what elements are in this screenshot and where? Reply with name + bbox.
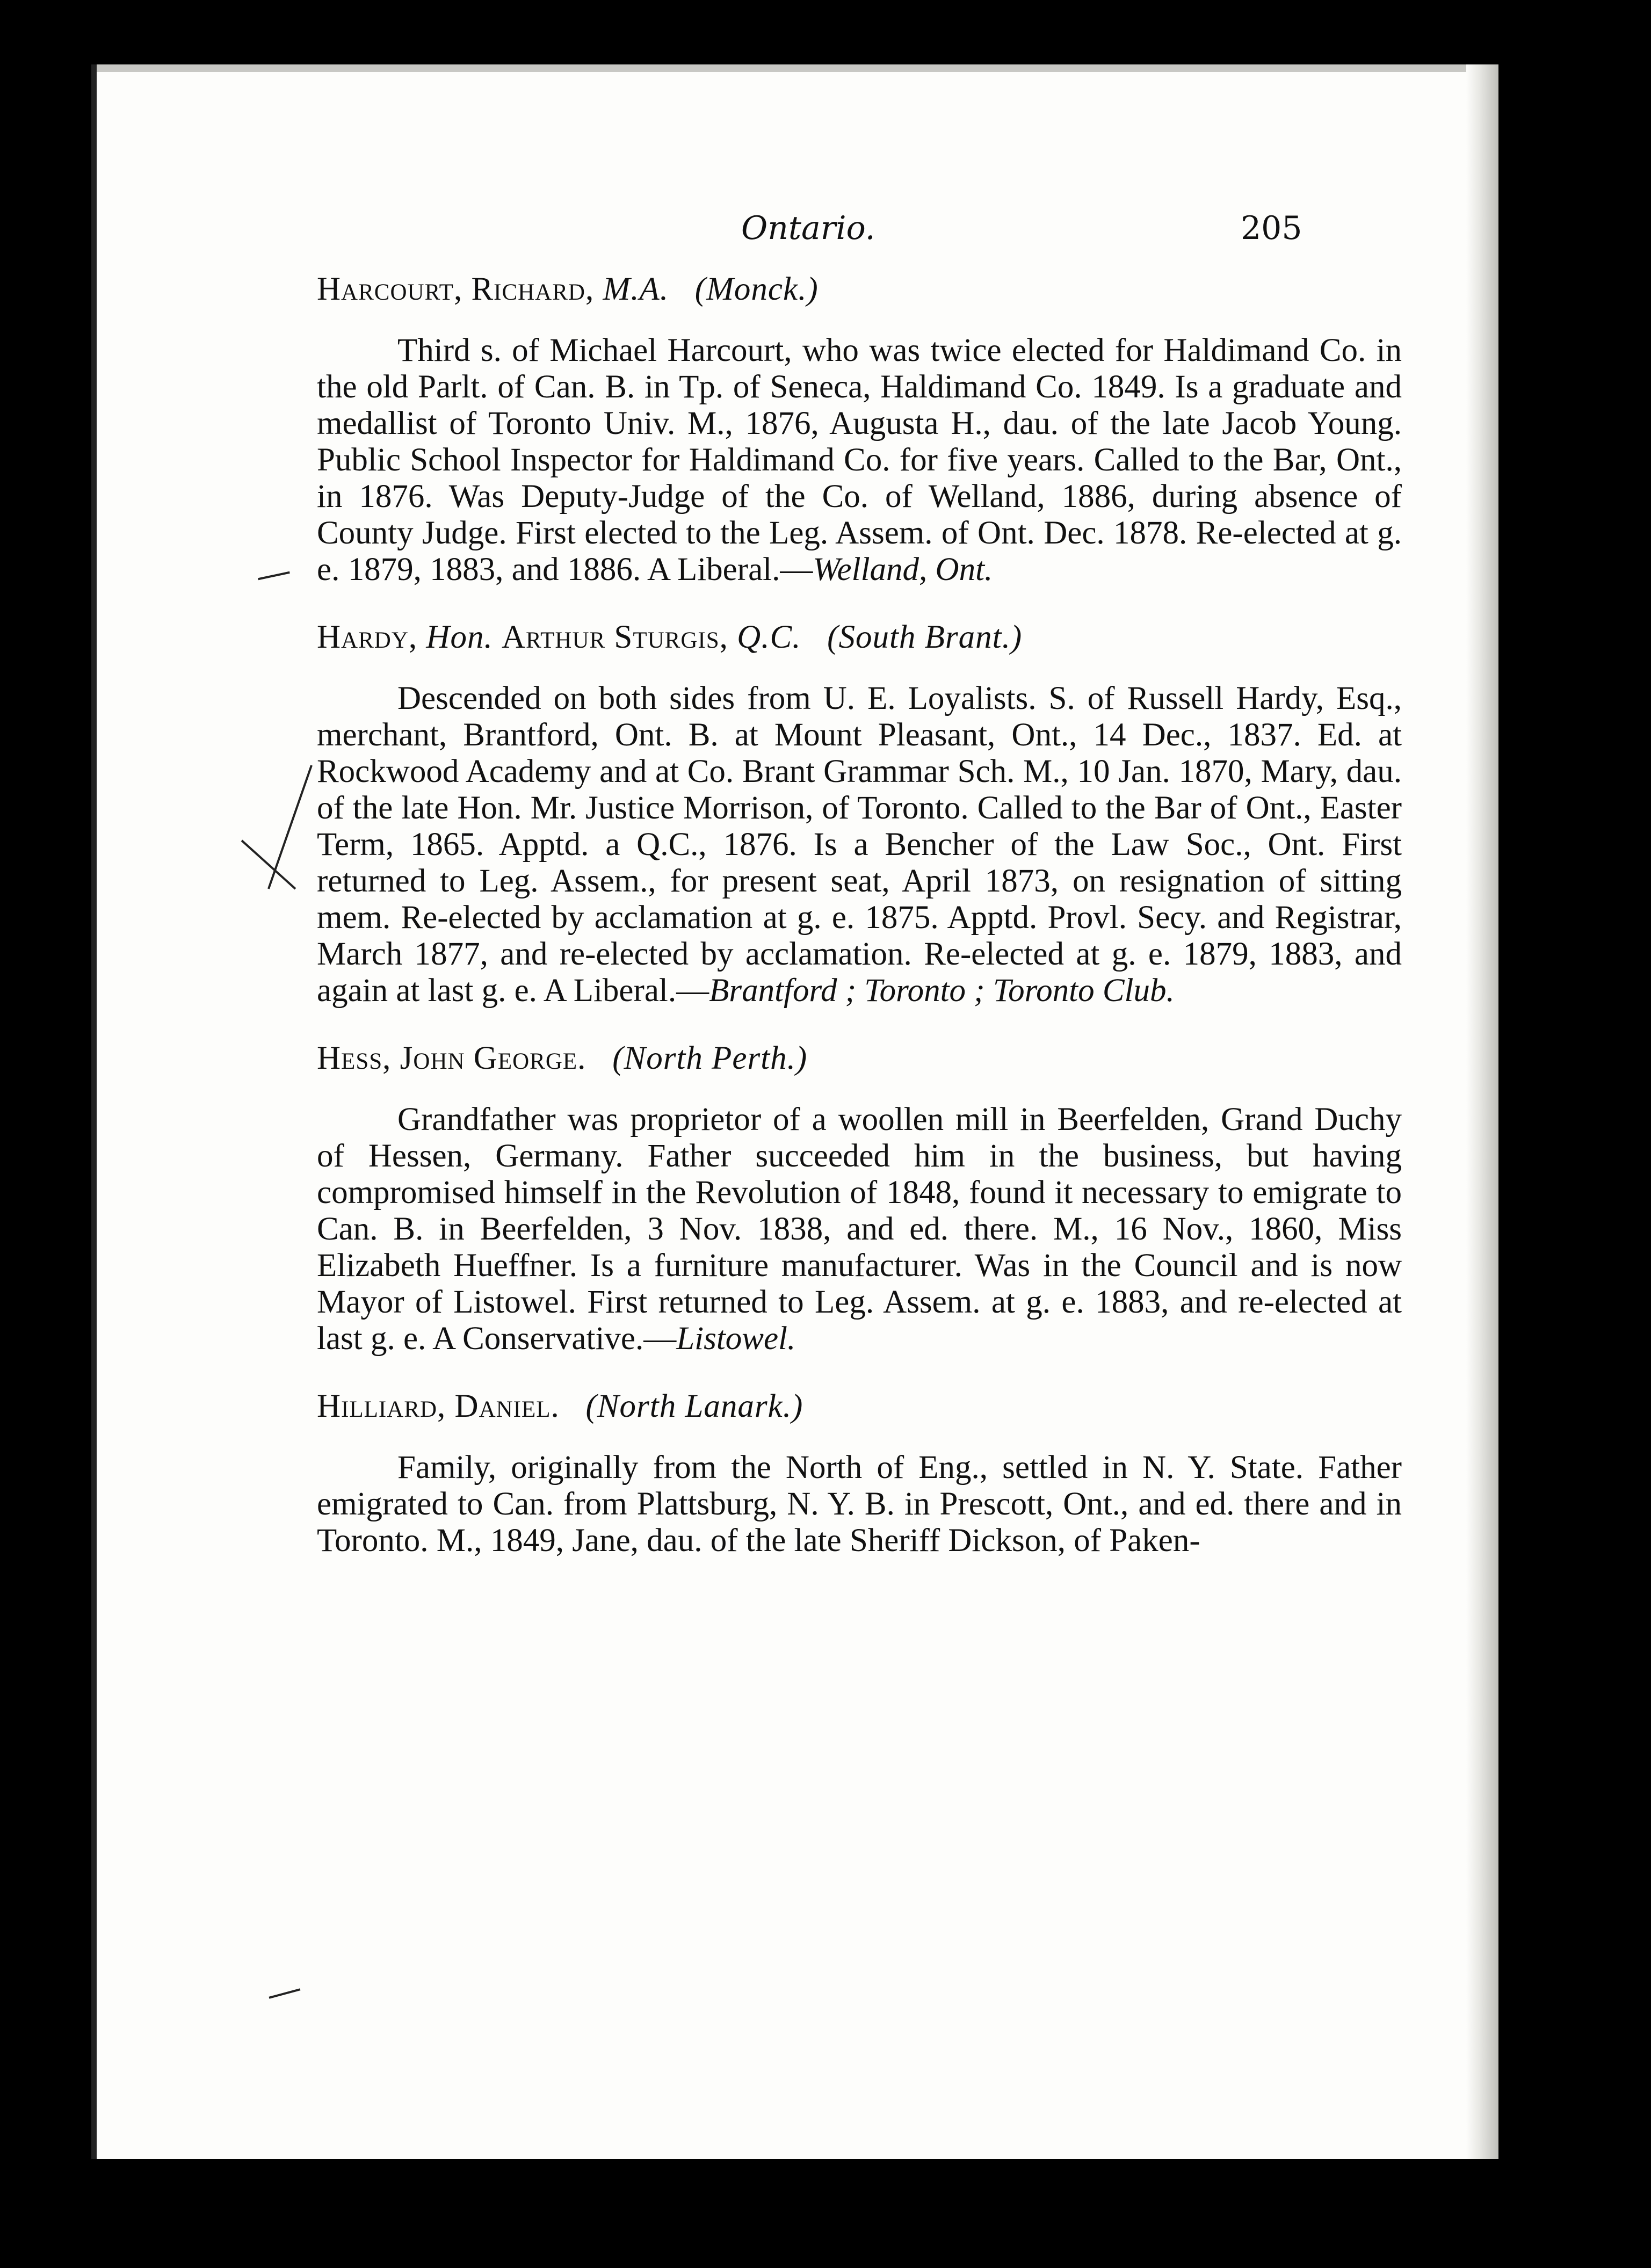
entry-given-name: Richard, bbox=[471, 271, 595, 307]
entry-hardy bbox=[317, 619, 1402, 1009]
running-title: Ontario. bbox=[741, 209, 875, 247]
entry-surname: Hess, bbox=[317, 1040, 392, 1076]
entry-honorific: Hon. bbox=[426, 619, 493, 655]
entry-address: Welland, Ont. bbox=[813, 552, 993, 588]
entry-address: Listowel. bbox=[676, 1321, 796, 1357]
page-number: 205 bbox=[1241, 209, 1302, 247]
entry-biography bbox=[317, 1450, 1402, 1559]
entry-surname: Harcourt, bbox=[317, 271, 463, 307]
entry-degree: M.A. bbox=[603, 271, 669, 307]
entry-address: Brantford ; Toronto ; Toronto Club. bbox=[709, 973, 1175, 1009]
entry-surname: Hilliard, bbox=[317, 1388, 446, 1424]
page-top-edge bbox=[97, 64, 1498, 72]
entry-surname: Hardy, bbox=[317, 619, 418, 655]
margin-mark bbox=[258, 571, 290, 580]
entry-biography bbox=[317, 680, 1402, 1009]
entry-given-name: Daniel. bbox=[454, 1388, 560, 1424]
entry-given-name: John George. bbox=[400, 1040, 586, 1076]
entry-harcourt bbox=[317, 271, 1402, 588]
entry-heading bbox=[317, 1388, 1402, 1425]
entry-heading bbox=[317, 271, 1402, 308]
entry-bio-text: Family, originally from the North of Eng., settled in N. Y. State. Father emigrated to Can. from Plattsburg, N. Y. B. in Prescott, Ont., and ed. there and in Toronto. M., 1849, Jane, dau. of the late Sheriff Dickson, of Paken- bbox=[317, 1450, 1402, 1559]
book-page bbox=[91, 64, 1498, 2159]
entries-column bbox=[317, 271, 1402, 1590]
entry-riding: (South Brant.) bbox=[827, 619, 1023, 655]
running-header bbox=[97, 209, 1498, 252]
entry-bio-text: Descended on both sides from U. E. Loyalists. S. of Russell Hardy, Esq., merchant, Brantford, Ont. B. at Mount Pleasant, Ont., 14 Dec., 1837. Ed. at Rockwood Academy and at Co. Brant Grammar Sch. M., 10 Jan. 1870, Mary, dau. of the late Hon. Mr. Justice Morrison, of Toronto. Called to the Bar of Ont., Easter Term, 1865. Apptd. a Q.C., 1876. Is a Bencher of the Law Soc., Ont. First returned to Leg. Assem., for present seat, April 1873, on resignation of sitting mem. Re-elected by acclamation at g. e. 1875. Apptd. Provl. Secy. and Registrar, March 1877, and re-elected by acclamation. Re-elected at g. e. 1879, 1883, and again at last g. e. A Liberal.— bbox=[317, 680, 1402, 1009]
entry-biography bbox=[317, 1102, 1402, 1357]
entry-degree: Q.C. bbox=[737, 619, 801, 655]
entry-hilliard bbox=[317, 1388, 1402, 1559]
margin-mark bbox=[269, 1988, 301, 1998]
entry-bio-text: Grandfather was proprietor of a woollen mill in Beerfelden, Grand Duchy of Hessen, Germany. Father succeeded him in the business, but having compromised himself in the Revolution of 1848, found it necessary to emigrate to Can. B. in Beerfelden, 3 Nov. 1838, and ed. there. M., 16 Nov., 1860, Miss Elizabeth Hueffner. Is a furniture manufacturer. Was in the Council and is now Mayor of Listowel. First returned to Leg. Assem. at g. e. 1883, and re-elected at last g. e. A Conservative.— bbox=[317, 1102, 1402, 1357]
entry-given-name: Arthur Sturgis, bbox=[501, 619, 728, 655]
page-right-edge bbox=[1466, 64, 1498, 2159]
entry-riding: (Monck.) bbox=[694, 271, 819, 307]
entry-riding: (North Perth.) bbox=[612, 1040, 808, 1076]
entry-heading bbox=[317, 1040, 1402, 1077]
entry-hess bbox=[317, 1040, 1402, 1357]
entry-biography bbox=[317, 332, 1402, 588]
entry-riding: (North Lanark.) bbox=[585, 1388, 803, 1424]
entry-heading bbox=[317, 619, 1402, 656]
handwritten-x-mark bbox=[231, 755, 328, 894]
entry-bio-text: Third s. of Michael Harcourt, who was twice elected for Haldimand Co. in the old Parlt. of Can. B. in Tp. of Seneca, Haldimand Co. 1849. Is a graduate and medallist of Toronto Univ. M., 1876, Augusta H., dau. of the late Jacob Young. Public School Inspector for Haldimand Co. for five years. Called to the Bar, Ont., in 1876. Was Deputy-Judge of the Co. of Welland, 1886, during absence of County Judge. First elected to the Leg. Assem. of Ont. Dec. 1878. Re-elected at g. e. 1879, 1883, and 1886. A Liberal.— bbox=[317, 332, 1402, 588]
